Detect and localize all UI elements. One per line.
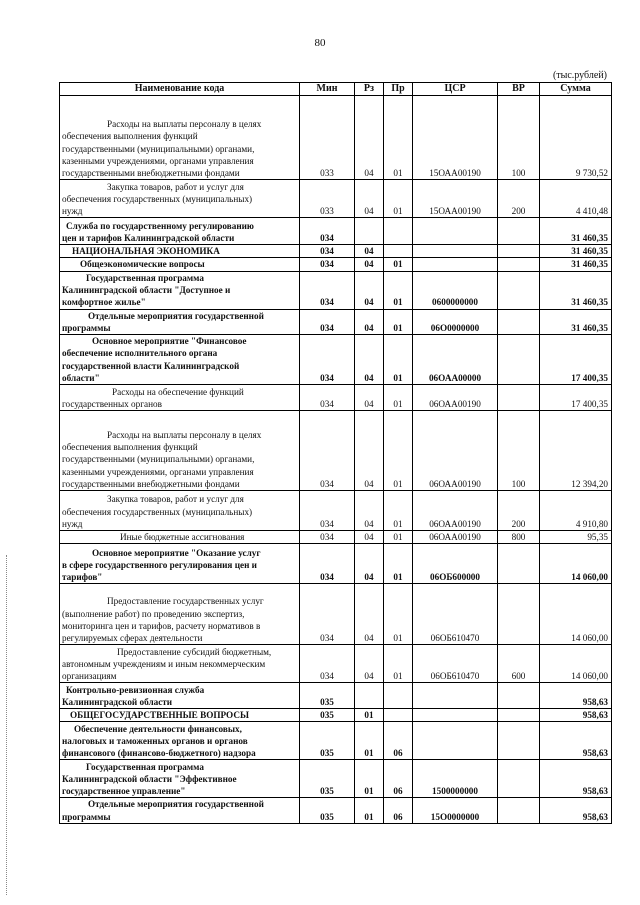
cell-min: 034 (300, 258, 355, 271)
cell-pr: 01 (384, 335, 413, 385)
budget-table (59, 82, 612, 824)
cell-csr: 1500000000 (413, 760, 498, 798)
cell-vr (498, 760, 540, 798)
cell-name-line: государственными внебюджетными фондами (62, 168, 240, 178)
cell-sum: 958,63 (540, 760, 612, 798)
cell-rz (355, 683, 384, 709)
table-row (60, 309, 612, 334)
cell-name-line: Обеспечение деятельности финансовых, (74, 723, 242, 734)
cell-name-line: (выполнение работ) по проведению экспертиз, (62, 608, 245, 619)
table-header-row (60, 83, 612, 96)
cell-pr: 01 (384, 491, 413, 531)
cell-min: 034 (300, 544, 355, 584)
cell-vr (498, 335, 540, 385)
cell-name (60, 531, 300, 544)
units-label: (тыс.рублей) (552, 70, 607, 81)
cell-min: 034 (300, 309, 355, 334)
cell-name-line: Основное мероприятие "Оказание услуг (92, 547, 261, 558)
cell-name-line: Расходы на выплаты персоналу в целях (107, 430, 262, 440)
cell-csr: 06ОАА00190 (413, 411, 498, 491)
cell-sum: 958,63 (540, 709, 612, 722)
cell-min: 034 (300, 491, 355, 531)
cell-pr (384, 218, 413, 245)
cell-name-line: Иные бюджетные ассигнования (120, 532, 245, 543)
cell-name-line: обеспечения выполнения функций (62, 131, 198, 142)
header-rz: Рз (355, 83, 384, 96)
cell-vr: 600 (498, 645, 540, 683)
cell-rz (355, 218, 384, 245)
cell-min: 033 (300, 180, 355, 218)
cell-min: 035 (300, 709, 355, 722)
cell-sum: 31 460,35 (540, 245, 612, 258)
cell-name (60, 271, 300, 309)
cell-pr: 01 (384, 180, 413, 218)
cell-name (60, 180, 300, 218)
table-row (60, 491, 612, 531)
cell-csr: 15О0000000 (413, 798, 498, 823)
cell-name-line: автономным учреждениям и иным некоммерческим (62, 658, 266, 669)
cell-name (60, 309, 300, 334)
table-row (60, 245, 612, 258)
cell-name-line: обеспечения выполнения функций (62, 442, 198, 453)
table-body (60, 96, 612, 824)
cell-pr: 01 (384, 531, 413, 544)
cell-csr (413, 709, 498, 722)
cell-name-line: Закупка товаров, работ и услуг для (107, 181, 244, 192)
cell-sum: 4 410,48 (540, 180, 612, 218)
page-number: 80 (314, 37, 326, 49)
cell-vr (498, 258, 540, 271)
cell-vr: 800 (498, 531, 540, 544)
cell-name-line: НАЦИОНАЛЬНАЯ ЭКОНОМИКА (72, 246, 220, 257)
cell-vr (498, 218, 540, 245)
cell-name-line: Калининградской области (62, 697, 173, 708)
cell-csr (413, 218, 498, 245)
cell-name-line: в сфере государственного регулирования цен и (62, 559, 257, 570)
cell-csr (413, 245, 498, 258)
table-row (60, 180, 612, 218)
cell-name (60, 491, 300, 531)
cell-name-line: Контрольно-ревизионная служба (66, 684, 205, 695)
cell-min: 034 (300, 335, 355, 385)
cell-pr: 01 (384, 309, 413, 334)
cell-min: 034 (300, 645, 355, 683)
cell-name (60, 258, 300, 271)
cell-name-line: мониторинга цен и тарифов, расчету нормативов в (62, 620, 261, 631)
cell-csr: 06О0000000 (413, 309, 498, 334)
cell-pr: 01 (384, 271, 413, 309)
table-row (60, 544, 612, 584)
cell-sum: 17 400,35 (540, 385, 612, 411)
cell-name-line: программы (62, 811, 111, 822)
table-row (60, 385, 612, 411)
cell-min: 035 (300, 722, 355, 760)
cell-pr: 01 (384, 411, 413, 491)
cell-pr: 01 (384, 385, 413, 411)
cell-name-line: нужд (62, 518, 83, 529)
cell-name (60, 760, 300, 798)
cell-name (60, 683, 300, 709)
table-row (60, 531, 612, 544)
cell-name (60, 335, 300, 385)
cell-rz: 01 (355, 760, 384, 798)
cell-pr: 06 (384, 798, 413, 823)
cell-name-line: Отдельные мероприятия государственной (88, 799, 264, 810)
cell-min: 035 (300, 798, 355, 823)
cell-name-line: Государственная программа (86, 273, 204, 283)
cell-csr: 06ОБ600000 (413, 544, 498, 584)
cell-name-line: налоговых и таможенных органов и органов (62, 736, 248, 747)
cell-rz: 04 (355, 645, 384, 683)
cell-name-line: обеспечение исполнительного органа (62, 348, 218, 359)
cell-name-line: казенными учреждениями, органами управления (62, 155, 254, 166)
cell-name (60, 798, 300, 823)
cell-name-line: Расходы на обеспечение функций (112, 386, 244, 397)
cell-sum: 958,63 (540, 798, 612, 823)
cell-pr: 01 (384, 584, 413, 645)
cell-rz: 01 (355, 709, 384, 722)
cell-name-line: тарифов" (62, 572, 103, 583)
cell-csr (413, 258, 498, 271)
cell-vr: 200 (498, 491, 540, 531)
table-row (60, 645, 612, 683)
cell-pr: 01 (384, 544, 413, 584)
cell-pr: 01 (384, 258, 413, 271)
cell-rz: 04 (355, 584, 384, 645)
cell-min: 034 (300, 245, 355, 258)
cell-csr: 06ОБ610470 (413, 645, 498, 683)
cell-sum: 958,63 (540, 683, 612, 709)
table-row (60, 584, 612, 645)
cell-sum: 31 460,35 (540, 218, 612, 245)
cell-pr: 01 (384, 645, 413, 683)
cell-rz: 04 (355, 245, 384, 258)
cell-sum: 95,35 (540, 531, 612, 544)
cell-sum: 14 060,00 (540, 584, 612, 645)
cell-name-line: Закупка товаров, работ и услуг для (107, 494, 244, 505)
cell-pr (384, 245, 413, 258)
cell-sum: 12 394,20 (540, 411, 612, 491)
cell-name-line: казенными учреждениями, органами управления (62, 466, 254, 477)
cell-csr: 0600000000 (413, 271, 498, 309)
cell-name-line: ОБЩЕГОСУДАРСТВЕННЫЕ ВОПРОСЫ (70, 710, 249, 721)
cell-name-line: Калининградской области "Эффективное (62, 774, 237, 785)
cell-min: 034 (300, 271, 355, 309)
table-row (60, 258, 612, 271)
cell-name (60, 645, 300, 683)
cell-name-line: обеспечения государственных (муниципальных) (62, 193, 253, 204)
table-row (60, 271, 612, 309)
cell-csr: 15ОАА00190 (413, 96, 498, 180)
cell-name-line: Служба по государственному регулированию (66, 220, 254, 231)
cell-rz: 04 (355, 544, 384, 584)
cell-rz: 04 (355, 411, 384, 491)
table-row (60, 683, 612, 709)
cell-name-line: Предоставление государственных услуг (107, 596, 264, 607)
cell-rz: 04 (355, 491, 384, 531)
cell-name-line: Калининградской области "Доступное и (62, 285, 231, 296)
cell-name-line: государственной власти Калининградской (62, 360, 240, 371)
table-row (60, 335, 612, 385)
cell-min: 035 (300, 683, 355, 709)
header-pr: Пр (384, 83, 413, 96)
cell-sum: 31 460,35 (540, 271, 612, 309)
cell-name (60, 96, 300, 180)
cell-name-line: Предоставление субсидий бюджетным, (117, 646, 272, 657)
cell-sum: 9 730,52 (540, 96, 612, 180)
cell-name-line: цен и тарифов Калининградской области (62, 233, 235, 243)
cell-name-line: государственными (муниципальными) органами, (62, 454, 255, 465)
cell-vr (498, 385, 540, 411)
cell-name (60, 584, 300, 645)
cell-name (60, 709, 300, 722)
cell-sum: 31 460,35 (540, 309, 612, 334)
table-row (60, 760, 612, 798)
cell-sum: 14 060,00 (540, 645, 612, 683)
cell-csr (413, 683, 498, 709)
cell-vr: 100 (498, 411, 540, 491)
header-csr: ЦСР (413, 83, 498, 96)
cell-name-line: организациям (62, 671, 117, 682)
cell-csr: 06ОАА00000 (413, 335, 498, 385)
cell-sum: 31 460,35 (540, 258, 612, 271)
cell-name-line: комфортное жилье" (62, 297, 146, 308)
cell-vr (498, 709, 540, 722)
cell-csr: 06ОБ610470 (413, 584, 498, 645)
cell-name-line: государственное управление" (62, 786, 186, 797)
header-name: Наименование кода (60, 83, 300, 96)
cell-vr (498, 722, 540, 760)
table-row (60, 722, 612, 760)
cell-rz: 04 (355, 335, 384, 385)
cell-vr (498, 798, 540, 823)
cell-name-line: Основное мероприятие "Финансовое (92, 336, 247, 347)
cell-csr: 06ОАА00190 (413, 531, 498, 544)
cell-name-line: государственными (муниципальными) органами, (62, 143, 255, 154)
cell-name (60, 544, 300, 584)
table-row (60, 798, 612, 823)
cell-csr (413, 722, 498, 760)
cell-name-line: программы (62, 322, 111, 333)
cell-min: 034 (300, 218, 355, 245)
cell-pr: 01 (384, 96, 413, 180)
cell-rz: 04 (355, 531, 384, 544)
cell-min: 033 (300, 96, 355, 180)
cell-name (60, 218, 300, 245)
cell-name-line: государственными внебюджетными фондами (62, 478, 240, 489)
header-min: Мин (300, 83, 355, 96)
cell-min: 034 (300, 411, 355, 491)
table-row (60, 96, 612, 180)
cell-sum: 4 910,80 (540, 491, 612, 531)
cell-sum: 958,63 (540, 722, 612, 760)
cell-name-line: области" (62, 372, 100, 383)
margin-dotted-line (6, 555, 8, 895)
table-row (60, 218, 612, 245)
cell-name-line: Отдельные мероприятия государственной (88, 310, 264, 321)
cell-rz: 04 (355, 258, 384, 271)
cell-name-line: финансового (финансово-бюджетного) надзора (62, 748, 256, 759)
header-sum: Сумма (540, 83, 612, 96)
cell-vr (498, 683, 540, 709)
cell-vr (498, 271, 540, 309)
cell-min: 035 (300, 760, 355, 798)
cell-name-line: обеспечения государственных (муниципальных) (62, 506, 253, 517)
cell-vr: 200 (498, 180, 540, 218)
cell-name (60, 411, 300, 491)
cell-name (60, 245, 300, 258)
cell-rz: 04 (355, 96, 384, 180)
cell-pr (384, 709, 413, 722)
cell-pr: 06 (384, 722, 413, 760)
table-row (60, 709, 612, 722)
cell-sum: 17 400,35 (540, 335, 612, 385)
cell-vr (498, 309, 540, 334)
cell-csr: 15ОАА00190 (413, 180, 498, 218)
cell-rz: 04 (355, 180, 384, 218)
cell-min: 034 (300, 385, 355, 411)
cell-min: 034 (300, 584, 355, 645)
cell-vr: 100 (498, 96, 540, 180)
cell-rz: 01 (355, 722, 384, 760)
cell-csr: 06ОАА00190 (413, 385, 498, 411)
cell-name-line: Государственная программа (86, 761, 204, 772)
cell-rz: 04 (355, 385, 384, 411)
cell-min: 034 (300, 531, 355, 544)
cell-name-line: Расходы на выплаты персоналу в целях (107, 119, 262, 130)
cell-pr (384, 683, 413, 709)
cell-rz: 04 (355, 271, 384, 309)
cell-name-line: нужд (62, 206, 83, 216)
cell-rz: 04 (355, 309, 384, 334)
cell-name (60, 385, 300, 411)
cell-name-line: государственных органов (62, 398, 162, 409)
table-row (60, 411, 612, 491)
cell-vr (498, 584, 540, 645)
cell-name (60, 722, 300, 760)
cell-name-line: регулируемых сферах деятельности (62, 633, 203, 644)
cell-csr: 06ОАА00190 (413, 491, 498, 531)
cell-pr: 06 (384, 760, 413, 798)
cell-rz: 01 (355, 798, 384, 823)
header-vr: ВР (498, 83, 540, 96)
cell-vr (498, 245, 540, 258)
cell-name-line: Общеэкономические вопросы (80, 259, 205, 270)
cell-vr (498, 544, 540, 584)
cell-sum: 14 060,00 (540, 544, 612, 584)
